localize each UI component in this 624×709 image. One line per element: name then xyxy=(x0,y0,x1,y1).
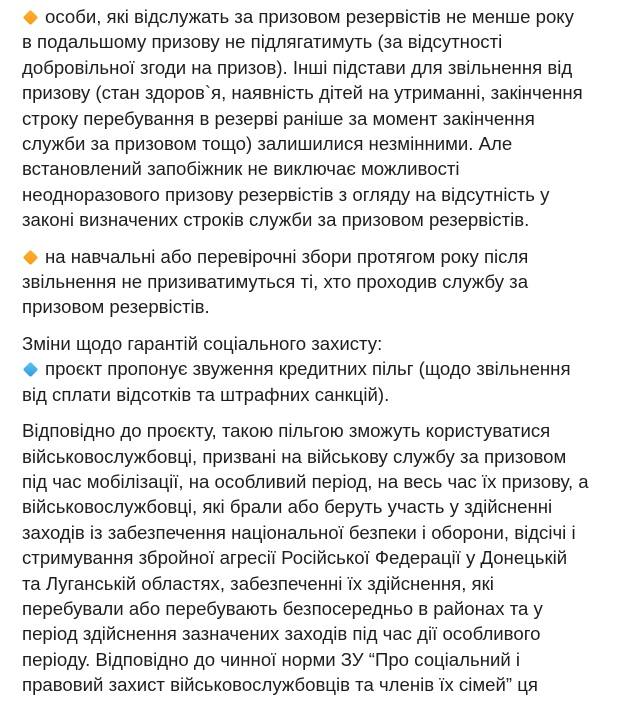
paragraph-line: неодноразового призову резервістів з огляду на відсутність у xyxy=(22,183,550,205)
paragraph-line: строку перебування в резерві раніше за момент закінчення xyxy=(22,107,535,129)
paragraph-line: на навчальні або перевірочні збори протягом року після xyxy=(45,245,529,267)
blue-diamond-icon xyxy=(23,362,39,378)
post-body xyxy=(22,4,618,709)
paragraph-line: військовослужбовці, які брали або беруть участь у здійсненні xyxy=(22,496,553,518)
paragraph-line: під час мобілізації, на особливий період, на весь час їх призову, а xyxy=(22,470,589,492)
paragraph-social-guarantees xyxy=(22,331,618,407)
paragraph-line: періоду. Відповідно до чинної норми ЗУ “Про соціальний і xyxy=(22,648,521,670)
paragraph-line: період здійснення зазначених заходів під час дії особливого xyxy=(22,623,541,645)
paragraph-line: в подальшому призову не підлягатимуть (за відсутності xyxy=(22,31,503,53)
paragraph-line: заходів із забезпечення національної безпеки і оборони, відсічі і xyxy=(22,521,576,543)
paragraph-line: та Луганській областях, забезпеченні їх здійснення, які xyxy=(22,572,494,594)
paragraph-bullet-training xyxy=(22,244,618,320)
paragraph-line: стримування збройної агресії Російської Федерації у Донецькій xyxy=(22,547,568,569)
paragraph-line: особи, які відслужать за призовом резервістів не менше року xyxy=(45,6,574,27)
paragraph-line: звільнення не призиватимуться ті, хто проходив службу за xyxy=(22,271,529,293)
paragraph-project-details xyxy=(22,418,618,697)
paragraph-line: встановлений запобіжник не виключає можливості xyxy=(22,158,460,180)
paragraph-line: від сплати відсотків та штрафних санкцій). xyxy=(22,383,390,405)
paragraph-line: призову (стан здоров`я, наявність дітей на утриманні, закінчення xyxy=(22,82,583,104)
paragraph-line: добровільної згоди на призов). Інші підстави для звільнення від xyxy=(22,56,573,78)
paragraph-line: Відповідно до проєкту, такою пільгою зможуть користуватися xyxy=(22,420,551,442)
paragraph-line: законі визначених строків служби за призовом резервістів. xyxy=(22,209,530,231)
paragraph-line: перебували або перебувають безпосередньо в районах та у xyxy=(22,597,543,619)
orange-diamond-icon xyxy=(23,10,39,26)
paragraph-line: служби за призовом тощо) залишилися незмінними. Але xyxy=(22,133,513,155)
paragraph-line: проєкт пропонує звуження кредитних пільг (щодо звільнення xyxy=(45,358,571,380)
paragraph-heading: Зміни щодо гарантій соціального захисту: xyxy=(22,332,383,354)
orange-diamond-icon xyxy=(23,249,39,265)
paragraph-line: правовий захист військовослужбовців та членів їх сімей” ця xyxy=(22,674,538,696)
paragraph-line: призовом резервістів. xyxy=(22,296,210,318)
paragraph-bullet-release xyxy=(22,4,618,233)
paragraph-line: військовослужбовці, призвані на військову службу за призовом xyxy=(22,445,567,467)
